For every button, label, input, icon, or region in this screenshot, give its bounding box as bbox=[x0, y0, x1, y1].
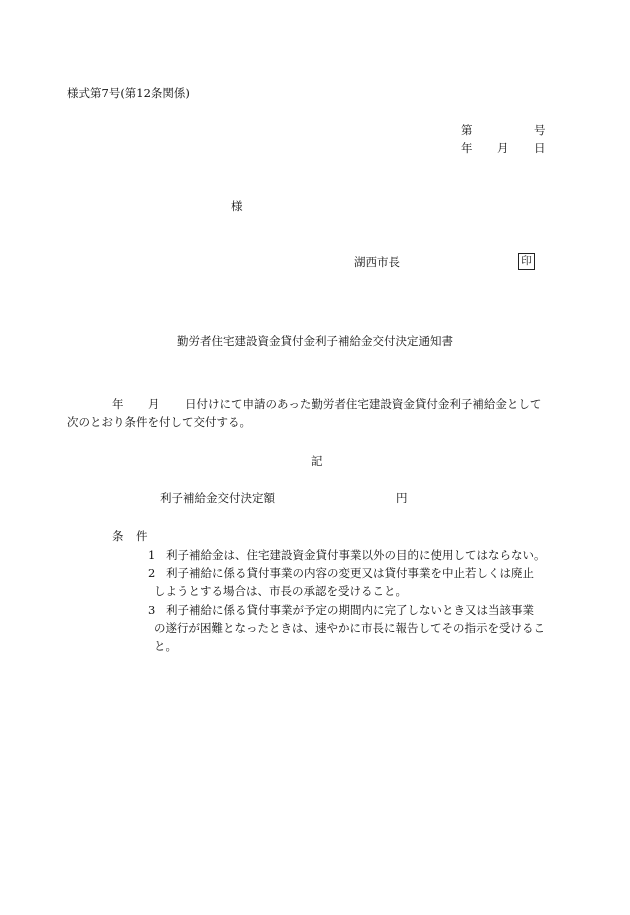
body-year: 年 bbox=[112, 397, 124, 411]
amount-unit: 円 bbox=[396, 491, 408, 505]
condition-2-line: しようとする場合は、市長の承認を受けること。 bbox=[154, 584, 407, 598]
condition-2-number: 2 bbox=[148, 566, 156, 580]
addressee-suffix: 様 bbox=[231, 199, 243, 213]
condition-2-line: 利子補給に係る貸付事業の内容の変更又は貸付事業を中止若しくは廃止 bbox=[166, 566, 534, 580]
condition-1-number: 1 bbox=[148, 548, 156, 562]
condition-3-number: 3 bbox=[148, 603, 156, 617]
doc-number-dai: 第 bbox=[461, 123, 473, 137]
conditions-heading-1: 条 bbox=[112, 529, 124, 543]
form-label: 様式第7号(第12条関係) bbox=[67, 86, 190, 100]
body-line-1: 日付けにて申請のあった勤労者住宅建設資金貸付金利子補給金として bbox=[185, 397, 542, 411]
condition-3-line: 利子補給に係る貸付事業が予定の期間内に完了しないとき又は当該事業 bbox=[166, 603, 534, 617]
ki-mark: 記 bbox=[311, 454, 323, 468]
date-month: 月 bbox=[497, 141, 509, 155]
conditions-heading-2: 件 bbox=[136, 529, 148, 543]
date-day: 日 bbox=[534, 141, 546, 155]
date-year: 年 bbox=[461, 141, 473, 155]
amount-label: 利子補給金交付決定額 bbox=[160, 491, 275, 505]
condition-1-line: 利子補給金は、住宅建設資金貸付事業以外の目的に使用してはならない。 bbox=[166, 548, 546, 562]
body-month: 月 bbox=[148, 397, 160, 411]
body-line-2: 次のとおり条件を付して交付する。 bbox=[67, 415, 251, 429]
doc-number-go: 号 bbox=[534, 123, 546, 137]
condition-3-line: と。 bbox=[154, 639, 177, 653]
document-title: 勤労者住宅建設資金貸付金利子補給金交付決定通知書 bbox=[177, 334, 453, 348]
seal-mark: 印 bbox=[518, 253, 535, 270]
condition-3-line: の遂行が困難となったときは、速やかに市長に報告してその指示を受けるこ bbox=[154, 621, 545, 635]
issuer: 湖西市長 bbox=[354, 255, 400, 269]
